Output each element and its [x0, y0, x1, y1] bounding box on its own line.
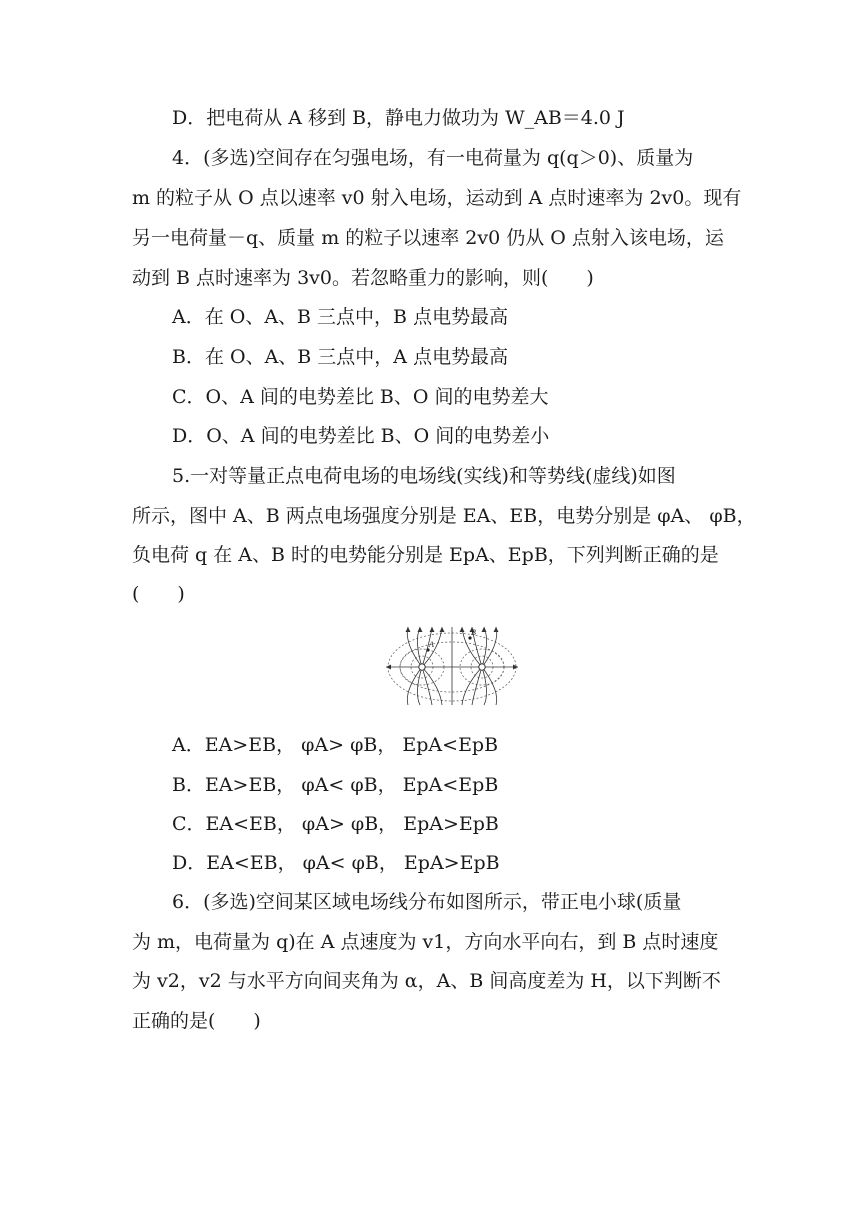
q6-stem-line4: 正确的是( ): [132, 1010, 261, 1032]
q4-stem-line3: 另一电荷量－q、质量 m 的粒子以速率 2v0 仍从 O 点射入该电场，运: [132, 227, 724, 249]
q5-option-c: C．EA<EB， φA> φB， EpA>EpB: [172, 813, 499, 835]
positive-charge-right: [479, 664, 485, 670]
field-lines-figure: [384, 623, 520, 707]
point-b-label: B: [471, 628, 476, 637]
q6-stem-line1: 6．(多选)空间某区域电场线分布如图所示，带正电小球(质量: [172, 891, 682, 913]
q5-option-d: D．EA<EB， φA< φB， EpA>EpB: [172, 852, 500, 874]
q5-stem-line1: 5.一对等量正点电荷电场的电场线(实线)和等势线(虚线)如图: [172, 465, 676, 487]
q4-stem-line2: m 的粒子从 O 点以速率 v0 射入电场，运动到 A 点时速率为 2v0。现有: [132, 187, 742, 209]
q5-stem-line3: 负电荷 q 在 A、B 时的电势能分别是 EpA、EpB，下列判断正确的是: [132, 544, 719, 566]
q4-option-c: C．O、A 间的电势差比 B、O 间的电势差大: [172, 386, 549, 408]
q5-option-b: B．EA>EB， φA< φB， EpA<EpB: [172, 774, 499, 796]
q4-option-b: B．在 O、A、B 三点中，A 点电势最高: [172, 346, 509, 368]
q4-option-a: A．在 O、A、B 三点中，B 点电势最高: [172, 306, 509, 328]
q5-stem-line4: ( ): [132, 583, 185, 605]
point-a-label: A: [429, 640, 434, 649]
positive-charge-left: [419, 664, 425, 670]
q4-option-d: D．O、A 间的电势差比 B、O 间的电势差小: [172, 425, 550, 447]
q5-option-a: A．EA>EB， φA> φB， EpA<EpB: [172, 734, 499, 756]
q5-stem-line2: 所示，图中 A、B 两点电场强度分别是 EA、EB，电势分别是 φA、 φB，: [132, 505, 756, 527]
q6-stem-line2: 为 m，电荷量为 q)在 A 点速度为 v1，方向水平向右，到 B 点时速度: [132, 931, 719, 953]
q3-option-d: D．把电荷从 A 移到 B，静电力做功为 W_AB＝4.0 J: [172, 107, 625, 129]
q4-stem-line4: 动到 B 点时速率为 3v0。若忽略重力的影响，则( ): [132, 267, 594, 289]
q4-stem-line1: 4．(多选)空间存在匀强电场，有一电荷量为 q(q＞0)、质量为: [172, 147, 694, 169]
q6-stem-line3: 为 v2，v2 与水平方向间夹角为 α，A、B 间高度差为 H，以下判断不: [132, 970, 721, 992]
